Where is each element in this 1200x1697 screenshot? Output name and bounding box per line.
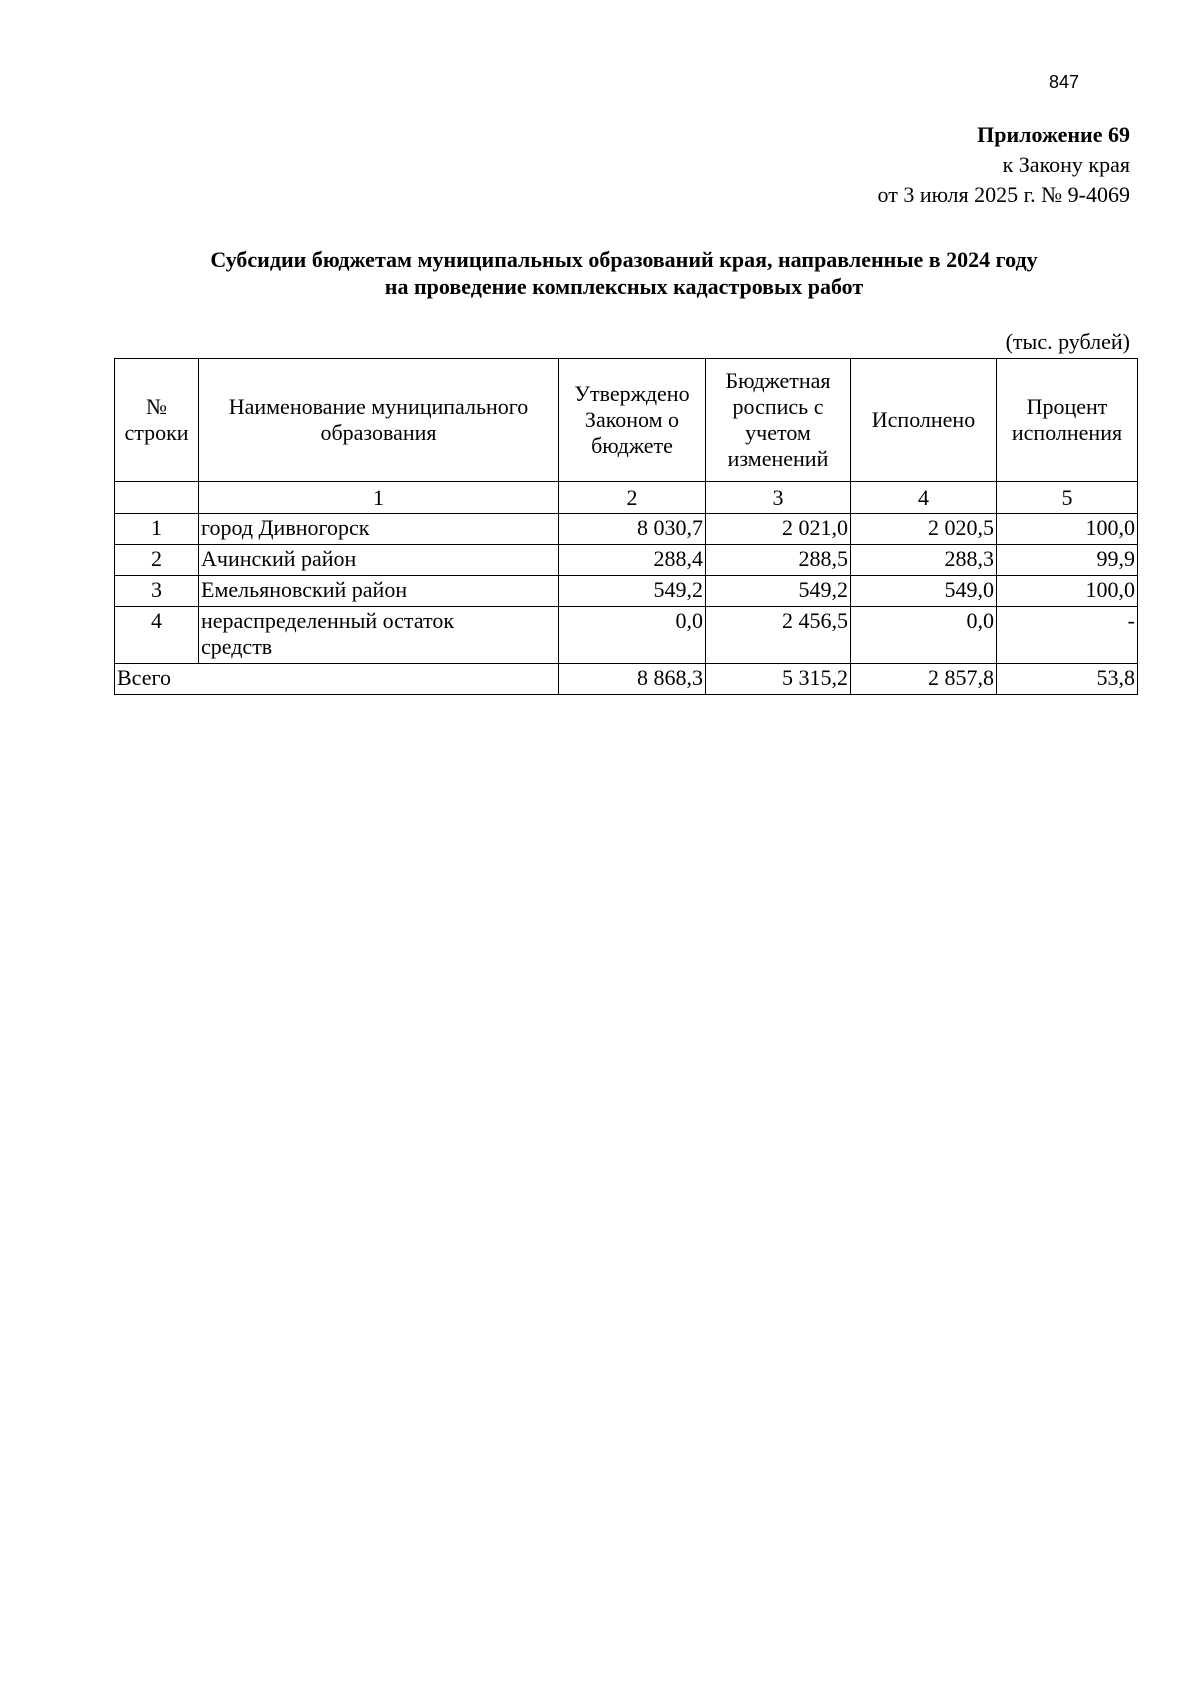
column-index-cell: 2 xyxy=(559,482,706,514)
header-text-line: исполнения xyxy=(1011,420,1123,445)
row-number-cell: 3 xyxy=(115,576,199,607)
table-header-row xyxy=(115,359,1138,482)
table-row xyxy=(115,545,1138,576)
subsidy-table xyxy=(114,358,1138,695)
column-index-cell: 3 xyxy=(706,482,851,514)
header-text-line: Наименование муниципального xyxy=(228,394,529,419)
header-text-line: бюджете xyxy=(591,433,673,458)
percent-cell: 99,9 xyxy=(997,545,1138,576)
header-text-line: роспись с xyxy=(732,394,824,419)
executed-cell: 288,3 xyxy=(851,545,997,576)
executed-cell: 0,0 xyxy=(851,607,997,664)
name-text-line: нераспределенный остаток xyxy=(201,608,455,633)
row-number-cell: 2 xyxy=(115,545,199,576)
row-number-cell: 1 xyxy=(115,514,199,545)
column-index-cell: 4 xyxy=(851,482,997,514)
municipality-name-cell xyxy=(199,576,559,607)
percent-cell: 100,0 xyxy=(997,514,1138,545)
budget-list-cell: 2 021,0 xyxy=(706,514,851,545)
annex-title: Приложение 69 xyxy=(977,122,1130,147)
municipality-name-cell xyxy=(199,545,559,576)
header-executed xyxy=(851,359,997,482)
header-row-number xyxy=(115,359,199,482)
column-index-row xyxy=(115,482,1138,514)
total-label-cell: Всего xyxy=(115,664,559,695)
units-label: (тыс. рублей) xyxy=(1005,329,1130,354)
header-budget-list xyxy=(706,359,851,482)
header-municipality-name xyxy=(199,359,559,482)
header-text-line: учетом xyxy=(745,420,811,445)
document-title-line-2: на проведение комплексных кадастровых работ xyxy=(384,274,864,299)
budget-list-cell: 2 456,5 xyxy=(706,607,851,664)
budget-list-cell: 549,2 xyxy=(706,576,851,607)
name-text-line: Ачинский район xyxy=(201,546,357,571)
annex-block xyxy=(878,120,1130,210)
percent-cell: - xyxy=(997,607,1138,664)
percent-cell: 100,0 xyxy=(997,576,1138,607)
total-percent-cell: 53,8 xyxy=(997,664,1138,695)
header-text-line: Законом о xyxy=(584,407,680,432)
header-percent xyxy=(997,359,1138,482)
table-row xyxy=(115,514,1138,545)
column-index-cell: 5 xyxy=(997,482,1138,514)
annex-law-reference: к Закону края xyxy=(1002,152,1130,177)
name-text-line: Емельяновский район xyxy=(201,577,408,602)
total-budget-list-cell: 5 315,2 xyxy=(706,664,851,695)
page-number: 847 xyxy=(1049,72,1080,92)
document-title-line-1: Субсидии бюджетам муниципальных образований края, направленные в 2024 году xyxy=(210,247,1038,272)
name-text-line: город Дивногорск xyxy=(201,515,370,540)
executed-cell: 2 020,5 xyxy=(851,514,997,545)
total-executed-cell: 2 857,8 xyxy=(851,664,997,695)
header-text-line: Процент xyxy=(1026,394,1108,419)
header-text-line: Утверждено xyxy=(574,381,690,406)
approved-cell: 549,2 xyxy=(559,576,706,607)
row-number-cell: 4 xyxy=(115,607,199,664)
header-approved xyxy=(559,359,706,482)
approved-cell: 0,0 xyxy=(559,607,706,664)
document-title xyxy=(114,246,1134,300)
header-text-line: образования xyxy=(320,420,437,445)
annex-law-date: от 3 июля 2025 г. № 9-4069 xyxy=(877,182,1130,207)
header-text-line: строки xyxy=(124,420,189,445)
table-row xyxy=(115,576,1138,607)
table-row xyxy=(115,607,1138,664)
header-text-line: изменений xyxy=(727,446,829,471)
executed-cell: 549,0 xyxy=(851,576,997,607)
header-text-line: Исполнено xyxy=(871,407,976,432)
total-approved-cell: 8 868,3 xyxy=(559,664,706,695)
budget-list-cell: 288,5 xyxy=(706,545,851,576)
table-total-row xyxy=(115,664,1138,695)
column-index-cell: 1 xyxy=(199,482,559,514)
municipality-name-cell xyxy=(199,607,559,664)
column-index-cell xyxy=(115,482,199,514)
header-text-line: Бюджетная xyxy=(725,368,831,393)
header-text-line: № xyxy=(146,394,167,419)
approved-cell: 288,4 xyxy=(559,545,706,576)
approved-cell: 8 030,7 xyxy=(559,514,706,545)
municipality-name-cell xyxy=(199,514,559,545)
name-text-line: средств xyxy=(201,634,273,659)
